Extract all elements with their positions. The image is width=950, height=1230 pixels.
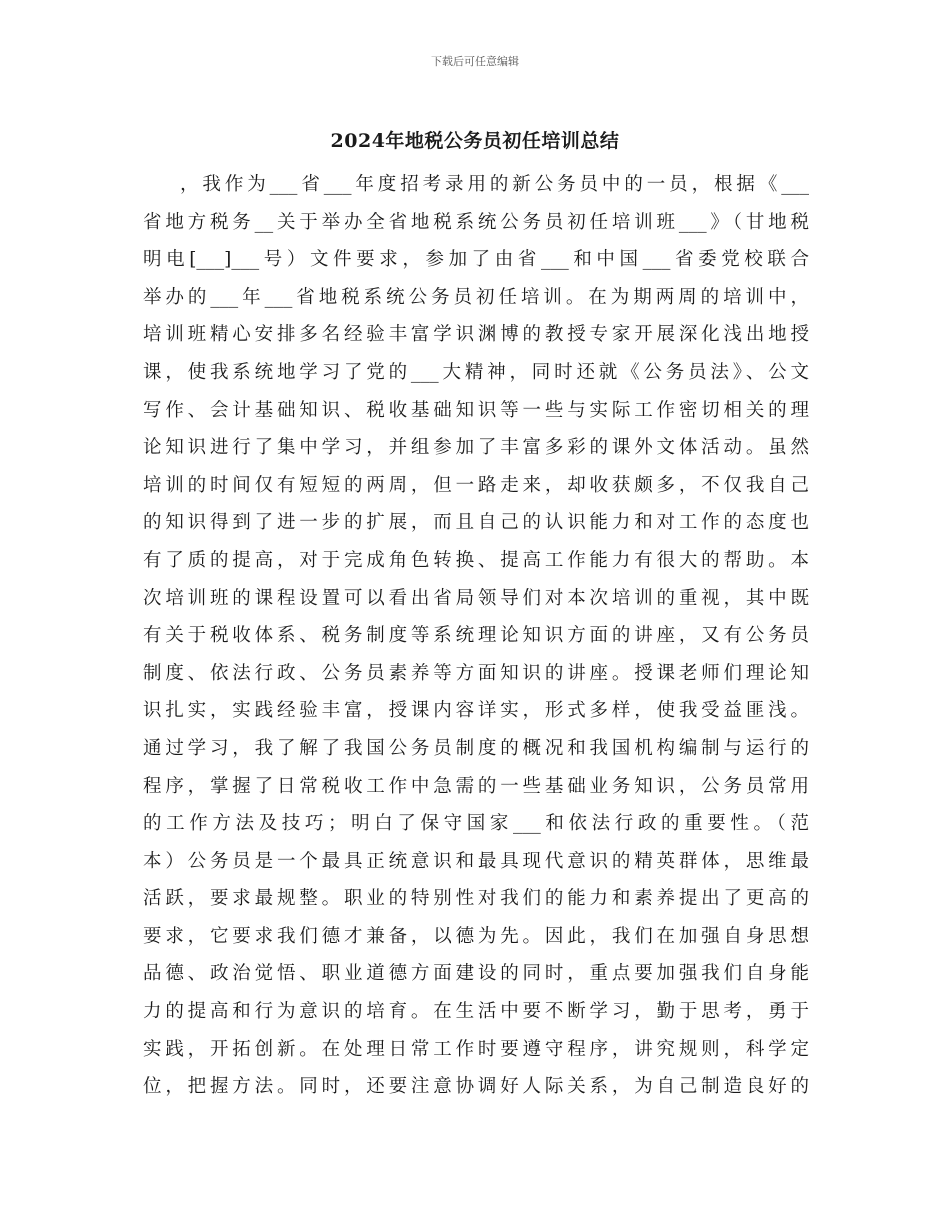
body-line: 通过学习，我了解了我国公务员制度的概况和我国机构编制与运行的: [143, 737, 809, 759]
page-header-note: 下载后可任意编辑: [431, 55, 519, 68]
body-line: 程序，掌握了日常税收工作中急需的一些基础业务知识，公务员常用: [143, 775, 809, 797]
body-line: 培训的时间仅有短短的两周，但一路走来，却收获颇多，不仅我自己: [143, 474, 809, 496]
body-line: 识扎实，实践经验丰富，授课内容详实，形式多样，使我受益匪浅。: [143, 700, 809, 722]
body-line: 品德、政治觉悟、职业道德方面建设的同时，重点要加强我们自身能: [143, 963, 809, 985]
body-line: 实践，开拓创新。在处理日常工作时要遵守程序，讲究规则，科学定: [143, 1038, 809, 1060]
body-line: 有了质的提高，对于完成角色转换、提高工作能力有很大的帮助。本: [143, 549, 809, 571]
body-line: 的工作方法及技巧；明白了保守国家___和依法行政的重要性。（范: [143, 813, 809, 835]
body-line: 位，把握方法。同时，还要注意协调好人际关系，为自己制造良好的: [143, 1076, 809, 1098]
body-line: 活跃，要求最规整。职业的特别性对我们的能力和素养提出了更高的: [143, 888, 809, 910]
body-line: 举办的___年___省地税系统公务员初任培训。在为期两周的培训中，: [143, 286, 809, 308]
body-line: 省地方税务__关于举办全省地税系统公务员初任培训班___》（甘地税: [143, 211, 809, 233]
body-line: 培训班精心安排多名经验丰富学识渊博的教授专家开展深化浅出地授: [143, 324, 809, 346]
body-line: ，我作为___省___年度招考录用的新公务员中的一员，根据《___: [180, 174, 809, 195]
body-line: 写作、会计基础知识、税收基础知识等一些与实际工作密切相关的理: [143, 399, 809, 421]
body-line: 力的提高和行为意识的培育。在生活中要不断学习，勤于思考，勇于: [143, 1001, 809, 1023]
body-line: 有关于税收体系、税务制度等系统理论知识方面的讲座，又有公务员: [143, 625, 809, 647]
body-line: 次培训班的课程设置可以看出省局领导们对本次培训的重视，其中既: [143, 587, 809, 609]
document-body: [143, 166, 809, 1106]
document-title: 2024年地税公务员初任培训总结: [330, 130, 620, 152]
body-line: 课，使我系统地学习了党的___大精神，同时还就《公务员法》、公文: [143, 361, 809, 383]
body-line: 论知识进行了集中学习，并组参加了丰富多彩的课外文体活动。虽然: [143, 437, 809, 459]
body-line: 的知识得到了进一步的扩展，而且自己的认识能力和对工作的态度也: [143, 512, 809, 534]
body-line: 本）公务员是一个最具正统意识和最具现代意识的精英群体，思维最: [143, 850, 809, 872]
body-line: 制度、依法行政、公务员素养等方面知识的讲座。授课老师们理论知: [143, 662, 809, 684]
body-line: 要求，它要求我们德才兼备，以德为先。因此，我们在加强自身思想: [143, 925, 809, 947]
body-line: 明电[___]___号）文件要求，参加了由省___和中国___省委党校联合: [143, 249, 809, 271]
